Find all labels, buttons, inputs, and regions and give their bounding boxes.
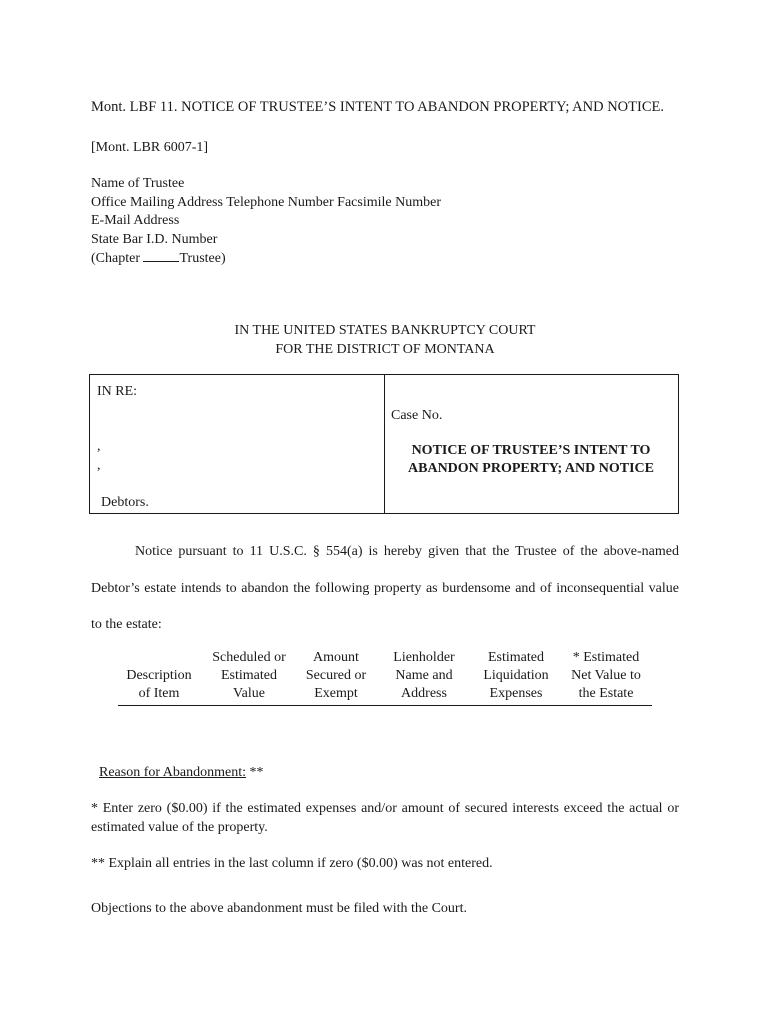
column-line: Amount	[313, 650, 359, 665]
in-re-label: IN RE:	[97, 384, 138, 399]
trustee-block	[91, 175, 441, 269]
column-line: of Item	[138, 686, 180, 701]
notice-heading	[386, 442, 676, 478]
footnote-explain-entries: ** Explain all entries in the last column if zero ($0.00) was not entered.	[91, 856, 493, 871]
form-title: Mont. LBF 11. NOTICE OF TRUSTEE’S INTENT TO ABANDON PROPERTY; AND NOTICE.	[91, 99, 664, 115]
reason-for-abandonment	[99, 764, 263, 782]
column-line: Net Value to	[571, 668, 641, 683]
chapter-blank	[143, 249, 179, 262]
chapter-prefix: (Chapter	[91, 251, 144, 266]
column-line: Description	[126, 668, 192, 683]
debtor-comma-2: ,	[97, 458, 101, 473]
reason-marker: **	[245, 765, 264, 780]
column-line: * Estimated	[572, 650, 640, 665]
footnote-zero-entry-text: * Enter zero ($0.00) if the estimated expenses and/or amount of secured interests exceed the actual or estimated value of the property.	[91, 801, 679, 835]
trustee-name: Name of Trustee	[91, 176, 185, 191]
column-net-value	[562, 649, 650, 705]
case-caption-box	[89, 374, 679, 514]
column-line: Estimated	[488, 650, 544, 665]
column-line: Address	[401, 686, 447, 701]
column-description	[118, 667, 200, 705]
column-line: Name and	[395, 668, 453, 683]
column-line: the Estate	[578, 686, 634, 701]
court-line-2: FOR THE DISTRICT OF MONTANA	[275, 342, 495, 357]
column-line: Lienholder	[393, 650, 455, 665]
column-line: Liquidation	[483, 668, 549, 683]
notice-heading-line-1: NOTICE OF TRUSTEE’S INTENT TO	[411, 443, 651, 458]
debtor-comma-1: ,	[97, 439, 101, 454]
footnote-zero-entry	[91, 800, 679, 837]
trustee-office: Office Mailing Address Telephone Number Facsimile Number	[91, 194, 441, 210]
trustee-chapter	[91, 249, 441, 269]
chapter-suffix: Trustee)	[179, 251, 226, 266]
court-line-1: IN THE UNITED STATES BANKRUPTCY COURT	[234, 323, 536, 338]
column-amount-secured	[294, 649, 378, 705]
column-line: Secured or	[305, 668, 367, 683]
property-table-header	[118, 650, 652, 706]
column-lienholder	[384, 649, 464, 705]
trustee-email: E-Mail Address	[91, 213, 180, 228]
objections-statement: Objections to the above abandonment must be filed with the Court.	[91, 901, 467, 916]
notice-heading-line-2: ABANDON PROPERTY; AND NOTICE	[408, 461, 654, 476]
rule-reference: [Mont. LBR 6007-1]	[91, 140, 209, 155]
debtors-label: Debtors.	[101, 495, 149, 510]
notice-paragraph-text: Notice pursuant to 11 U.S.C. § 554(a) is hereby given that the Trustee of the above-named Debtor’s estate intends to abandon the following property as burdensome and of inconsequential value to the estate:	[91, 544, 679, 632]
court-heading	[0, 321, 770, 359]
trustee-bar-id: State Bar I.D. Number	[91, 231, 218, 247]
column-line: Exempt	[314, 686, 358, 701]
column-scheduled-value	[204, 649, 294, 705]
column-line: Expenses	[489, 686, 543, 701]
reason-label: Reason for Abandonment:	[99, 765, 246, 780]
caption-divider	[384, 375, 385, 513]
column-line: Scheduled or	[212, 650, 286, 665]
column-line: Value	[233, 686, 265, 701]
column-liquidation-expenses	[474, 649, 558, 705]
case-number-label: Case No.	[391, 408, 443, 423]
notice-paragraph	[91, 534, 679, 644]
column-line: Estimated	[221, 668, 277, 683]
